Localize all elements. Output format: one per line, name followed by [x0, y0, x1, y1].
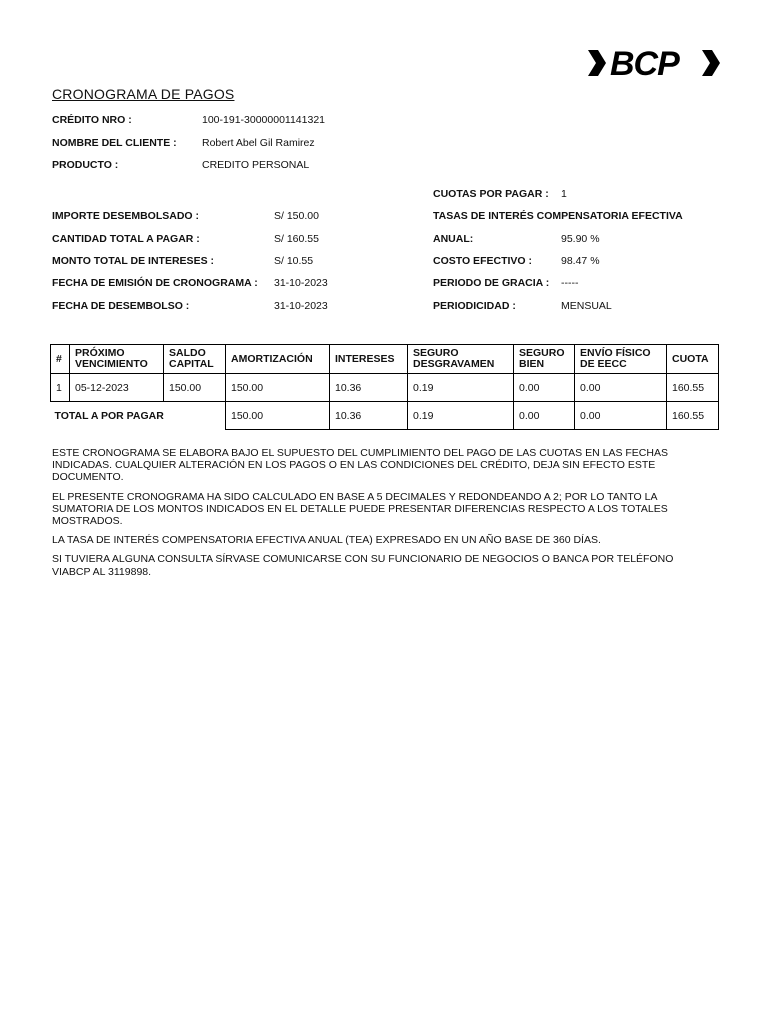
logo-left-chevron-icon: [588, 50, 606, 76]
total-envio: 0.00: [575, 402, 667, 430]
payment-schedule-table: [50, 344, 719, 430]
credit-number-label: CRÉDITO NRO :: [52, 114, 132, 126]
gracia-value: -----: [561, 277, 579, 289]
cell-seguro-bien: 0.00: [514, 374, 575, 402]
note-paragraph: EL PRESENTE CRONOGRAMA HA SIDO CALCULADO EN BASE A 5 DECIMALES Y REDONDEANDO A 2; POR LO TANTO LA SUMATORIA DE LOS MONTOS INDICADOS EN EL DETALLE PUEDE PRESENTAR DIFERENCIAS RESPECTO A LOS TOTALES MOSTRADOS.: [52, 490, 668, 528]
periodicidad-label: PERIODICIDAD :: [433, 300, 516, 312]
table-header-row: [51, 345, 719, 374]
total-label: CANTIDAD TOTAL A PAGAR :: [52, 233, 200, 245]
col-header-envio: ENVÍO FÍSICO DE EECC: [575, 345, 667, 374]
importe-value: S/ 150.00: [274, 210, 319, 222]
cell-intereses: 10.36: [330, 374, 408, 402]
product-value: CREDITO PERSONAL: [202, 159, 310, 171]
cell-cuota: 160.55: [667, 374, 719, 402]
cell-num: 1: [51, 374, 70, 402]
client-name-value: Robert Abel Gil Ramirez: [202, 137, 315, 149]
col-header-cuota: CUOTA: [667, 345, 719, 374]
total-row-label: TOTAL A POR PAGAR: [54, 409, 164, 422]
col-header-amortizacion: AMORTIZACIÓN: [226, 345, 330, 374]
desembolso-value: 31-10-2023: [274, 300, 328, 312]
col-header-desgravamen: SEGURO DESGRAVAMEN: [408, 345, 514, 374]
note-paragraph: SI TUVIERA ALGUNA CONSULTA SÍRVASE COMUNICARSE CON SU FUNCIONARIO DE NEGOCIOS O BANCA POR TELÉFONO VIABCP AL 3119898.: [52, 553, 674, 578]
table-row: [51, 374, 719, 402]
anual-label: ANUAL:: [433, 233, 474, 245]
table-total-row: [51, 402, 719, 430]
cuotas-label: CUOTAS POR PAGAR :: [433, 188, 549, 200]
product-label: PRODUCTO :: [52, 159, 119, 171]
intereses-value: S/ 10.55: [274, 255, 314, 267]
tasas-heading: TASAS DE INTERÉS COMPENSATORIA EFECTIVA: [433, 210, 683, 222]
emision-label: FECHA DE EMISIÓN DE CRONOGRAMA :: [52, 277, 258, 289]
anual-value: 95.90 %: [561, 233, 600, 245]
total-amortizacion: 150.00: [226, 402, 330, 430]
importe-label: IMPORTE DESEMBOLSADO :: [52, 210, 200, 222]
note-paragraph: ESTE CRONOGRAMA SE ELABORA BAJO EL SUPUESTO DEL CUMPLIMIENTO DEL PAGO DE LAS CUOTAS EN LAS FECHAS INDICADAS. CUALQUIER ALTERACIÓN EN LOS PAGOS O EN LAS CONDICIONES DEL CRÉDITO, DEJA SIN EFECTO ESTE DOCUMENTO.: [52, 447, 668, 484]
cell-vencimiento: 05-12-2023: [70, 374, 164, 402]
cuotas-value: 1: [561, 188, 567, 200]
page-title: CRONOGRAMA DE PAGOS: [52, 86, 235, 102]
periodicidad-value: MENSUAL: [561, 300, 612, 312]
col-header-num: #: [51, 345, 70, 374]
costo-label: COSTO EFECTIVO :: [433, 255, 532, 267]
emision-value: 31-10-2023: [274, 277, 328, 289]
total-seguro-bien: 0.00: [514, 402, 575, 430]
cell-saldo: 150.00: [164, 374, 226, 402]
total-intereses: 10.36: [330, 402, 408, 430]
cell-amortizacion: 150.00: [226, 374, 330, 402]
bcp-logo: [586, 44, 722, 82]
client-name-label: NOMBRE DEL CLIENTE :: [52, 137, 177, 149]
desembolso-label: FECHA DE DESEMBOLSO :: [52, 300, 190, 312]
total-desgravamen: 0.19: [408, 402, 514, 430]
logo-text: BCP: [610, 45, 679, 82]
col-header-saldo: SALDO CAPITAL: [164, 345, 226, 374]
col-header-vencimiento: PRÓXIMO VENCIMIENTO: [70, 345, 164, 374]
intereses-label: MONTO TOTAL DE INTERESES :: [52, 255, 214, 267]
total-cuota: 160.55: [667, 402, 719, 430]
cell-desgravamen: 0.19: [408, 374, 514, 402]
notes-section: [52, 447, 702, 585]
col-header-seguro-bien: SEGURO BIEN: [514, 345, 575, 374]
total-value: S/ 160.55: [274, 233, 319, 245]
note-paragraph: LA TASA DE INTERÉS COMPENSATORIA EFECTIVA ANUAL (TEA) EXPRESADO EN UN AÑO BASE DE 360 DÍAS.: [52, 534, 601, 547]
col-header-intereses: INTERESES: [330, 345, 408, 374]
cell-envio: 0.00: [575, 374, 667, 402]
gracia-label: PERIODO DE GRACIA :: [433, 277, 550, 289]
credit-number-value: 100-191-30000001141321: [202, 114, 326, 126]
costo-value: 98.47 %: [561, 255, 600, 267]
logo-right-chevron-icon: [702, 50, 720, 76]
